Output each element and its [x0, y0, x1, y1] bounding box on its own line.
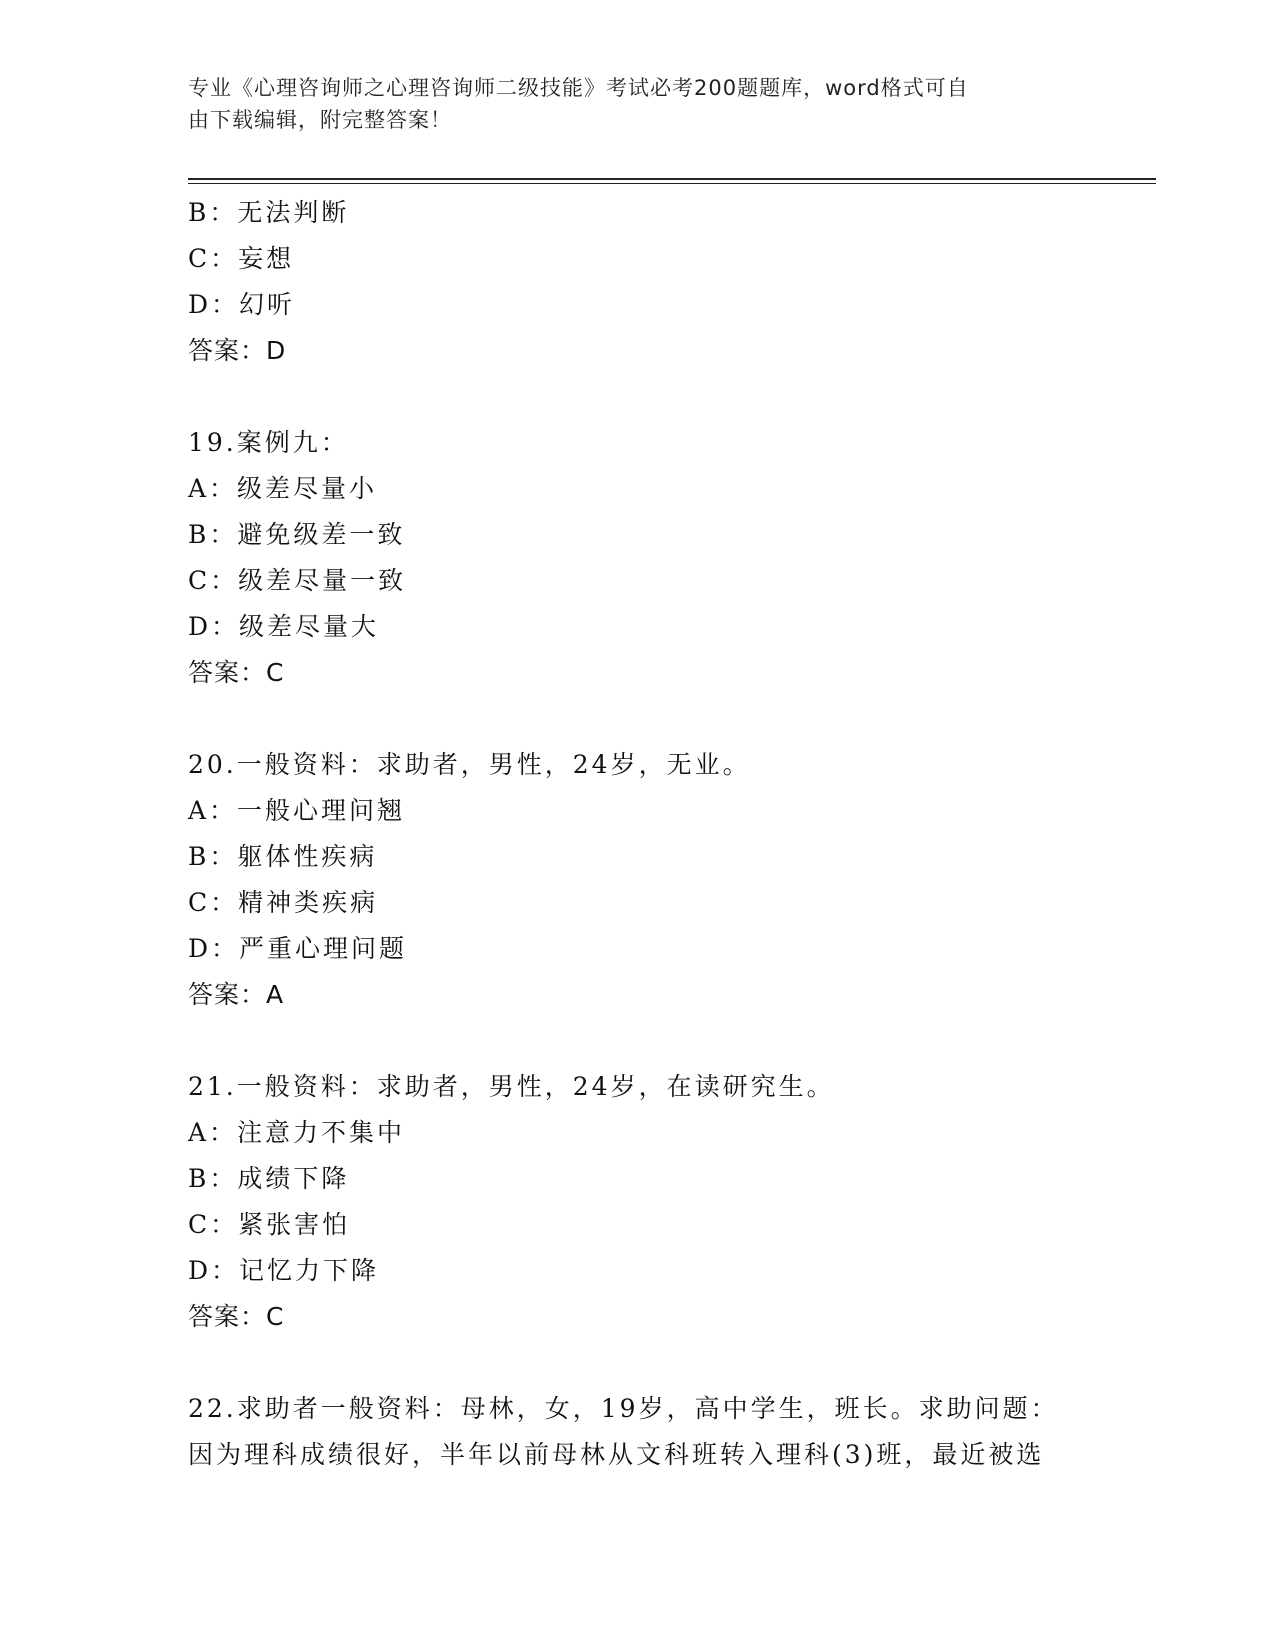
option-b: B：成绩下降 [188, 1164, 350, 1193]
option-c: C：级差尽量一致 [188, 566, 407, 595]
question-list [188, 190, 1088, 1478]
question-stem-line-2: 因为理科成绩很好，半年以前母林从文科班转入理科(3)班，最近被选 [188, 1440, 1045, 1469]
answer-line: 答案：C [188, 658, 285, 687]
question-stem-line-1: 22.求助者一般资料：母林，女，19岁，高中学生，班长。求助问题： [188, 1394, 1059, 1423]
header-rule-thin [188, 183, 1156, 184]
question-stem: 19.案例九： [188, 428, 349, 457]
option-d: D：严重心理问题 [188, 934, 408, 963]
option-c: C：妄想 [188, 244, 295, 273]
question-block-19 [188, 420, 1088, 696]
header-rule-thick [188, 178, 1156, 180]
question-stem: 21.一般资料：求助者，男性，24岁，在读研究生。 [188, 1072, 835, 1101]
question-block-22 [188, 1386, 1088, 1478]
answer-line: 答案：D [188, 336, 287, 365]
question-block-18 [188, 190, 1088, 374]
option-d: D：级差尽量大 [188, 612, 380, 641]
question-stem: 20.一般资料：求助者，男性，24岁，无业。 [188, 750, 751, 779]
answer-line: 答案：A [188, 980, 285, 1009]
document-header [188, 72, 1068, 136]
option-a: A：一般心理问翘 [188, 796, 406, 825]
header-line-2: 由下载编辑，附完整答案！ [188, 108, 452, 132]
option-d: D：幻听 [188, 290, 296, 319]
answer-line: 答案：C [188, 1302, 285, 1331]
option-c: C：紧张害怕 [188, 1210, 351, 1239]
option-d: D：记忆力下降 [188, 1256, 380, 1285]
option-b: B：无法判断 [188, 198, 350, 227]
option-a: A：级差尽量小 [188, 474, 378, 503]
option-b: B：躯体性疾病 [188, 842, 378, 871]
question-block-20 [188, 742, 1088, 1018]
question-block-21 [188, 1064, 1088, 1340]
header-line-1: 专业《心理咨询师之心理咨询师二级技能》考试必考200题题库，word格式可自 [188, 76, 969, 100]
option-a: A：注意力不集中 [188, 1118, 406, 1147]
option-b: B：避免级差一致 [188, 520, 406, 549]
option-c: C：精神类疾病 [188, 888, 379, 917]
